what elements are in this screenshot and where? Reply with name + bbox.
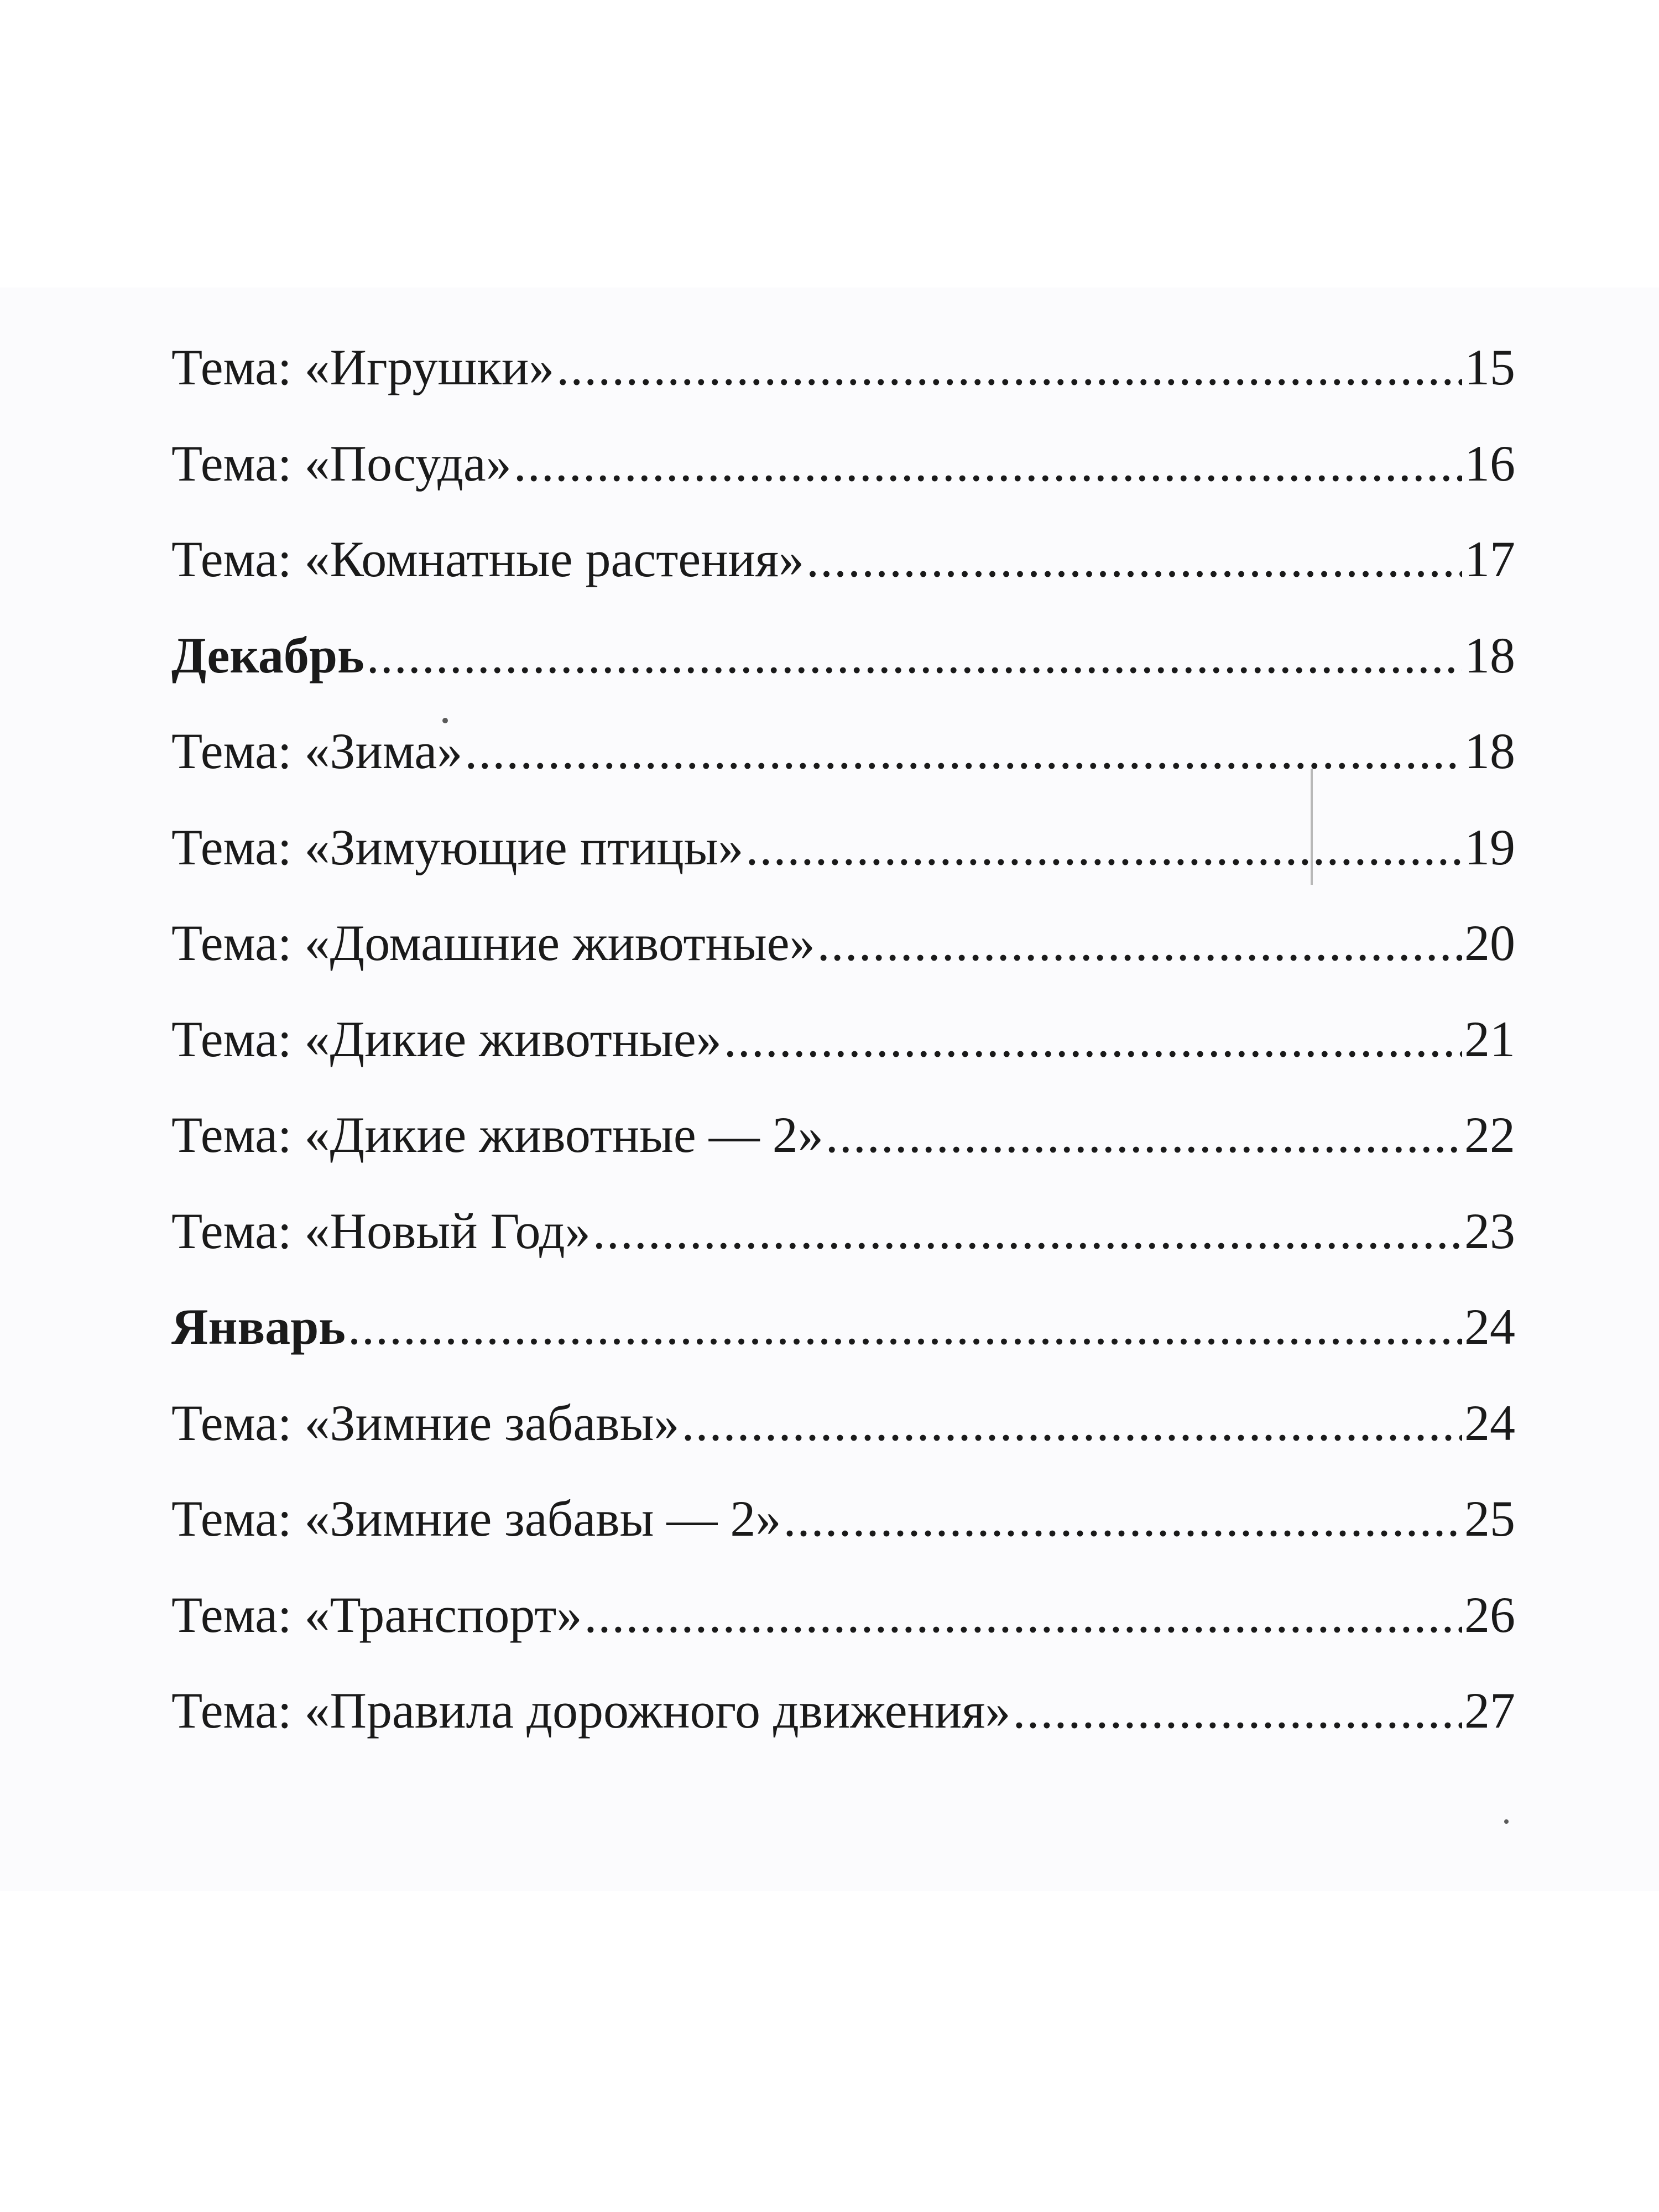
toc-entry (171, 1394, 1515, 1494)
ink-speck (1504, 1819, 1509, 1824)
dot-leader (745, 822, 1462, 873)
toc-entry-title: Тема: «Дикие животные — 2» (171, 1107, 823, 1163)
toc-entry-title: Тема: «Домашние животные» (171, 915, 815, 971)
toc-entry-page: 22 (1464, 1107, 1515, 1163)
toc-entry-title: Тема: «Комнатные растения» (171, 531, 805, 587)
toc-entry-page: 17 (1464, 531, 1515, 587)
toc-entry-title: Тема: «Зимние забавы — 2» (171, 1490, 781, 1547)
dot-leader (348, 1301, 1462, 1352)
toc-month-heading (171, 1298, 1515, 1397)
toc-month-title: Январь (171, 1298, 346, 1355)
toc-entry (171, 531, 1515, 630)
toc-entry (171, 435, 1515, 534)
dot-leader (367, 630, 1462, 681)
toc-entry-page: 23 (1464, 1202, 1515, 1259)
toc-entry-title: Тема: «Зимние забавы» (171, 1394, 680, 1451)
toc-entry-title: Тема: «Игрушки» (171, 339, 555, 395)
toc-entry-title: Тема: «Зимующие птицы» (171, 818, 744, 875)
toc-entry (171, 818, 1515, 918)
toc-entry-page: 27 (1464, 1682, 1515, 1739)
dot-leader (724, 1014, 1462, 1065)
dot-leader (514, 438, 1462, 489)
dot-leader (593, 1206, 1462, 1256)
toc-entry-page: 21 (1464, 1010, 1515, 1067)
toc-month-heading (171, 627, 1515, 726)
toc-entry-page: 18 (1464, 627, 1515, 684)
toc-entry-title: Тема: «Правила дорожного движения» (171, 1682, 1011, 1739)
toc-entry-page: 24 (1464, 1298, 1515, 1355)
dot-leader (556, 342, 1462, 393)
toc-month-title: Декабрь (171, 627, 364, 684)
toc-entry-page: 18 (1464, 723, 1515, 779)
toc-entry (171, 1202, 1515, 1302)
toc-entry (171, 917, 1515, 1014)
toc-entry (171, 1010, 1515, 1110)
toc-entry (171, 1490, 1515, 1589)
toc-entry-page: 26 (1464, 1586, 1515, 1643)
top-margin (0, 0, 1659, 288)
toc-entry-title: Тема: «Посуда» (171, 435, 512, 492)
dot-leader (584, 1589, 1462, 1640)
toc-entry-page: 15 (1464, 339, 1515, 395)
toc-entry-page: 24 (1464, 1394, 1515, 1451)
dot-leader (681, 1397, 1462, 1448)
toc-entry (171, 1682, 1515, 1781)
toc-entry-page: 25 (1464, 1490, 1515, 1547)
toc-entry-title: Тема: «Дикие животные» (171, 1010, 722, 1067)
toc-entry-page: 16 (1464, 435, 1515, 492)
toc-entry (171, 1109, 1515, 1206)
dot-leader (817, 917, 1462, 968)
dot-leader (826, 1109, 1462, 1160)
table-of-contents (171, 339, 1515, 1781)
toc-entry-page: 20 (1464, 915, 1515, 971)
dot-leader (465, 726, 1462, 776)
toc-entry-title: Тема: «Новый Год» (171, 1202, 591, 1259)
toc-entry (171, 723, 1515, 822)
toc-entry-title: Тема: «Зима» (171, 723, 463, 779)
dot-leader (1013, 1685, 1462, 1736)
bottom-margin (0, 1891, 1659, 2212)
dot-leader (806, 534, 1462, 585)
toc-entry (171, 339, 1515, 438)
dot-leader (783, 1493, 1462, 1544)
toc-entry (171, 1586, 1515, 1686)
toc-entry-title: Тема: «Транспорт» (171, 1586, 582, 1643)
toc-entry-page: 19 (1464, 818, 1515, 875)
